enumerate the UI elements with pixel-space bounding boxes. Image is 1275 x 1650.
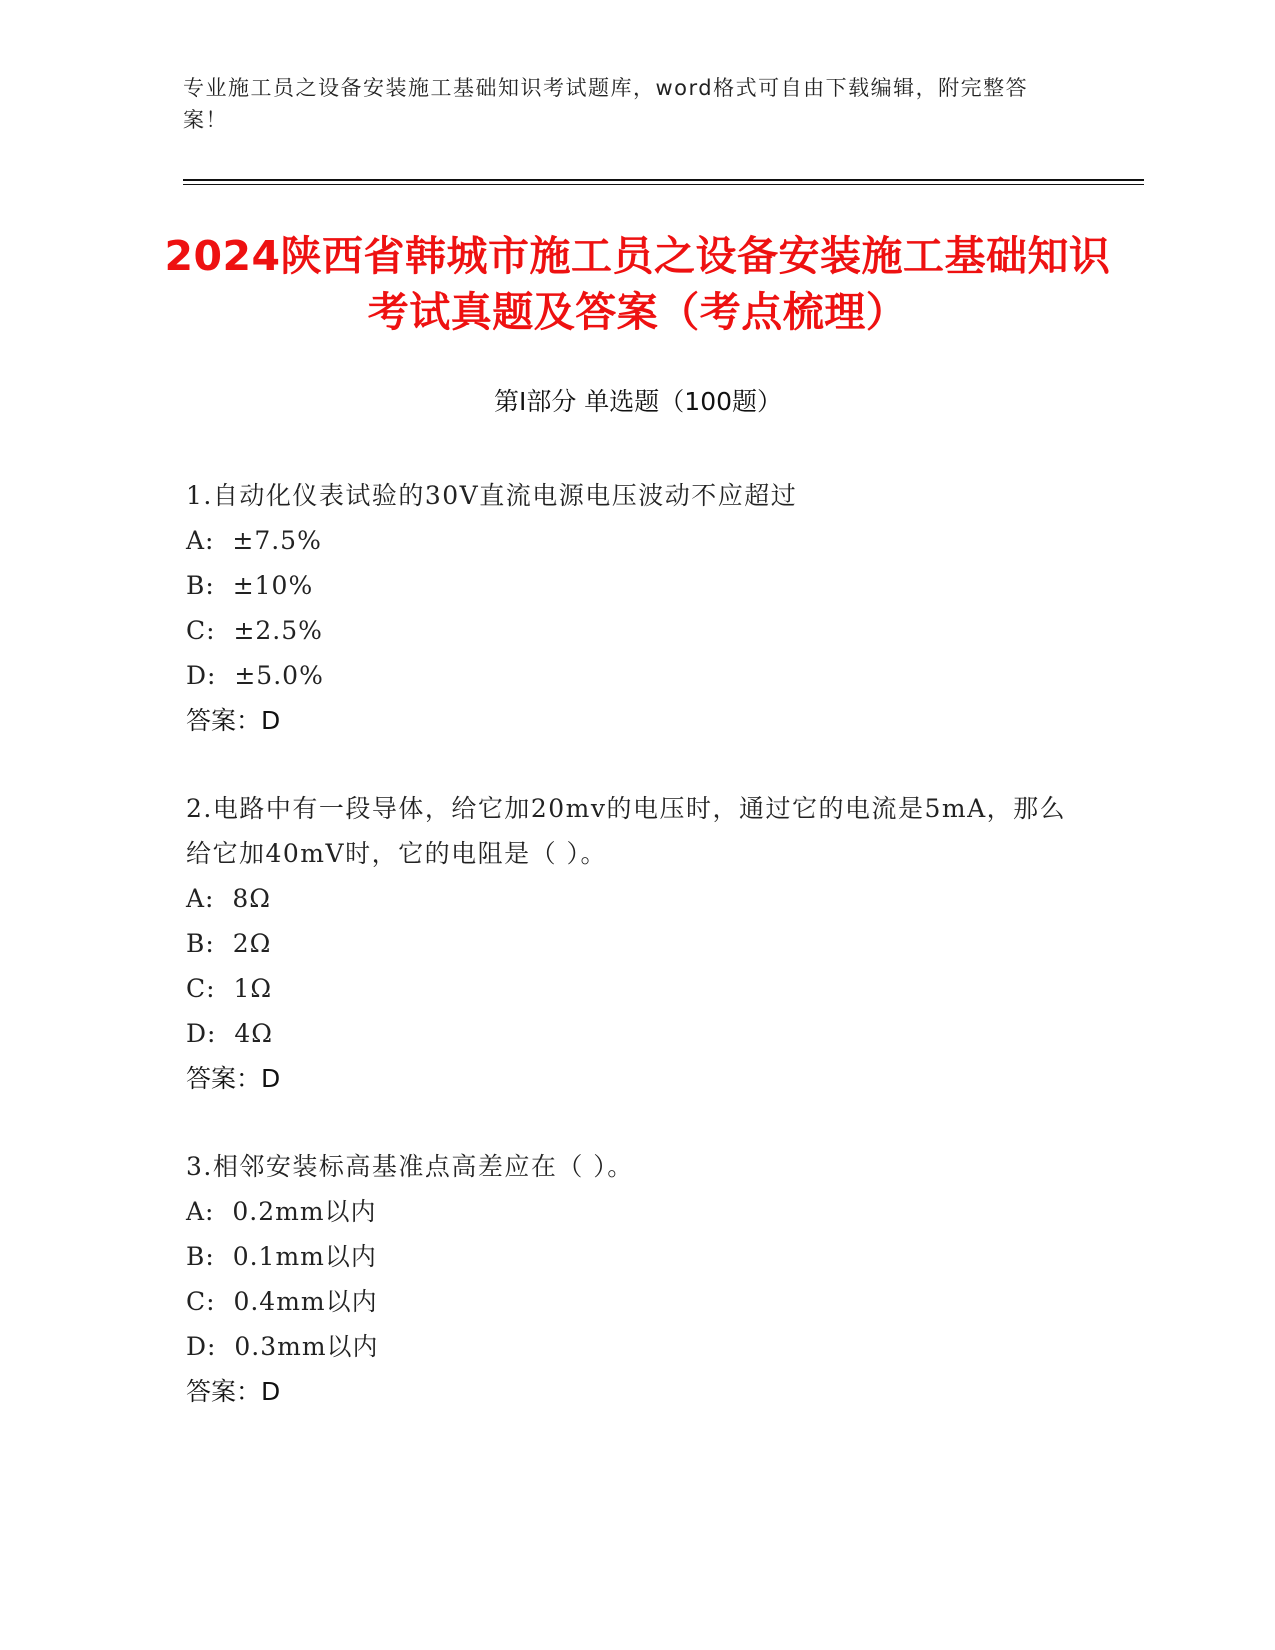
option-c: C: 0.4mm以内: [186, 1287, 378, 1316]
question-stem: 2.电路中有一段导体，给它加20mv的电压时，通过它的电流是5mA，那么给它加40mV时，它的电阻是（ ）。: [186, 794, 1067, 868]
header-divider-thick: [183, 179, 1144, 181]
option-a: A: ±7.5%: [186, 526, 322, 555]
option-c: C: 1Ω: [186, 974, 273, 1003]
header-divider-thin: [183, 184, 1144, 185]
option-a: A: 8Ω: [186, 884, 272, 913]
option-d: D: ±5.0%: [186, 661, 324, 690]
question-stem: 1.自动化仪表试验的30V直流电源电压波动不应超过: [186, 481, 798, 510]
option-b: B: 0.1mm以内: [186, 1242, 377, 1271]
option-b: B: ±10%: [186, 571, 314, 600]
option-c: C: ±2.5%: [186, 616, 323, 645]
answer: 答案：D: [186, 706, 281, 735]
question-1: [186, 473, 1086, 743]
option-a: A: 0.2mm以内: [186, 1197, 377, 1226]
question-3: [186, 1144, 1086, 1414]
header-note: 专业施工员之设备安装施工基础知识考试题库，word格式可自由下载编辑，附完整答案！: [183, 76, 1029, 132]
question-stem: 3.相邻安装标高基准点高差应在（ ）。: [186, 1152, 634, 1181]
question-2: [186, 786, 1086, 1101]
option-b: B: 2Ω: [186, 929, 272, 958]
document-title: 2024陕西省韩城市施工员之设备安装施工基础知识考试真题及答案（考点梳理）: [164, 232, 1111, 336]
answer: 答案：D: [186, 1064, 281, 1093]
section-title: 第Ⅰ部分 单选题（100题）: [493, 387, 783, 416]
answer: 答案：D: [186, 1377, 281, 1406]
option-d: D: 0.3mm以内: [186, 1332, 379, 1361]
option-d: D: 4Ω: [186, 1019, 273, 1048]
